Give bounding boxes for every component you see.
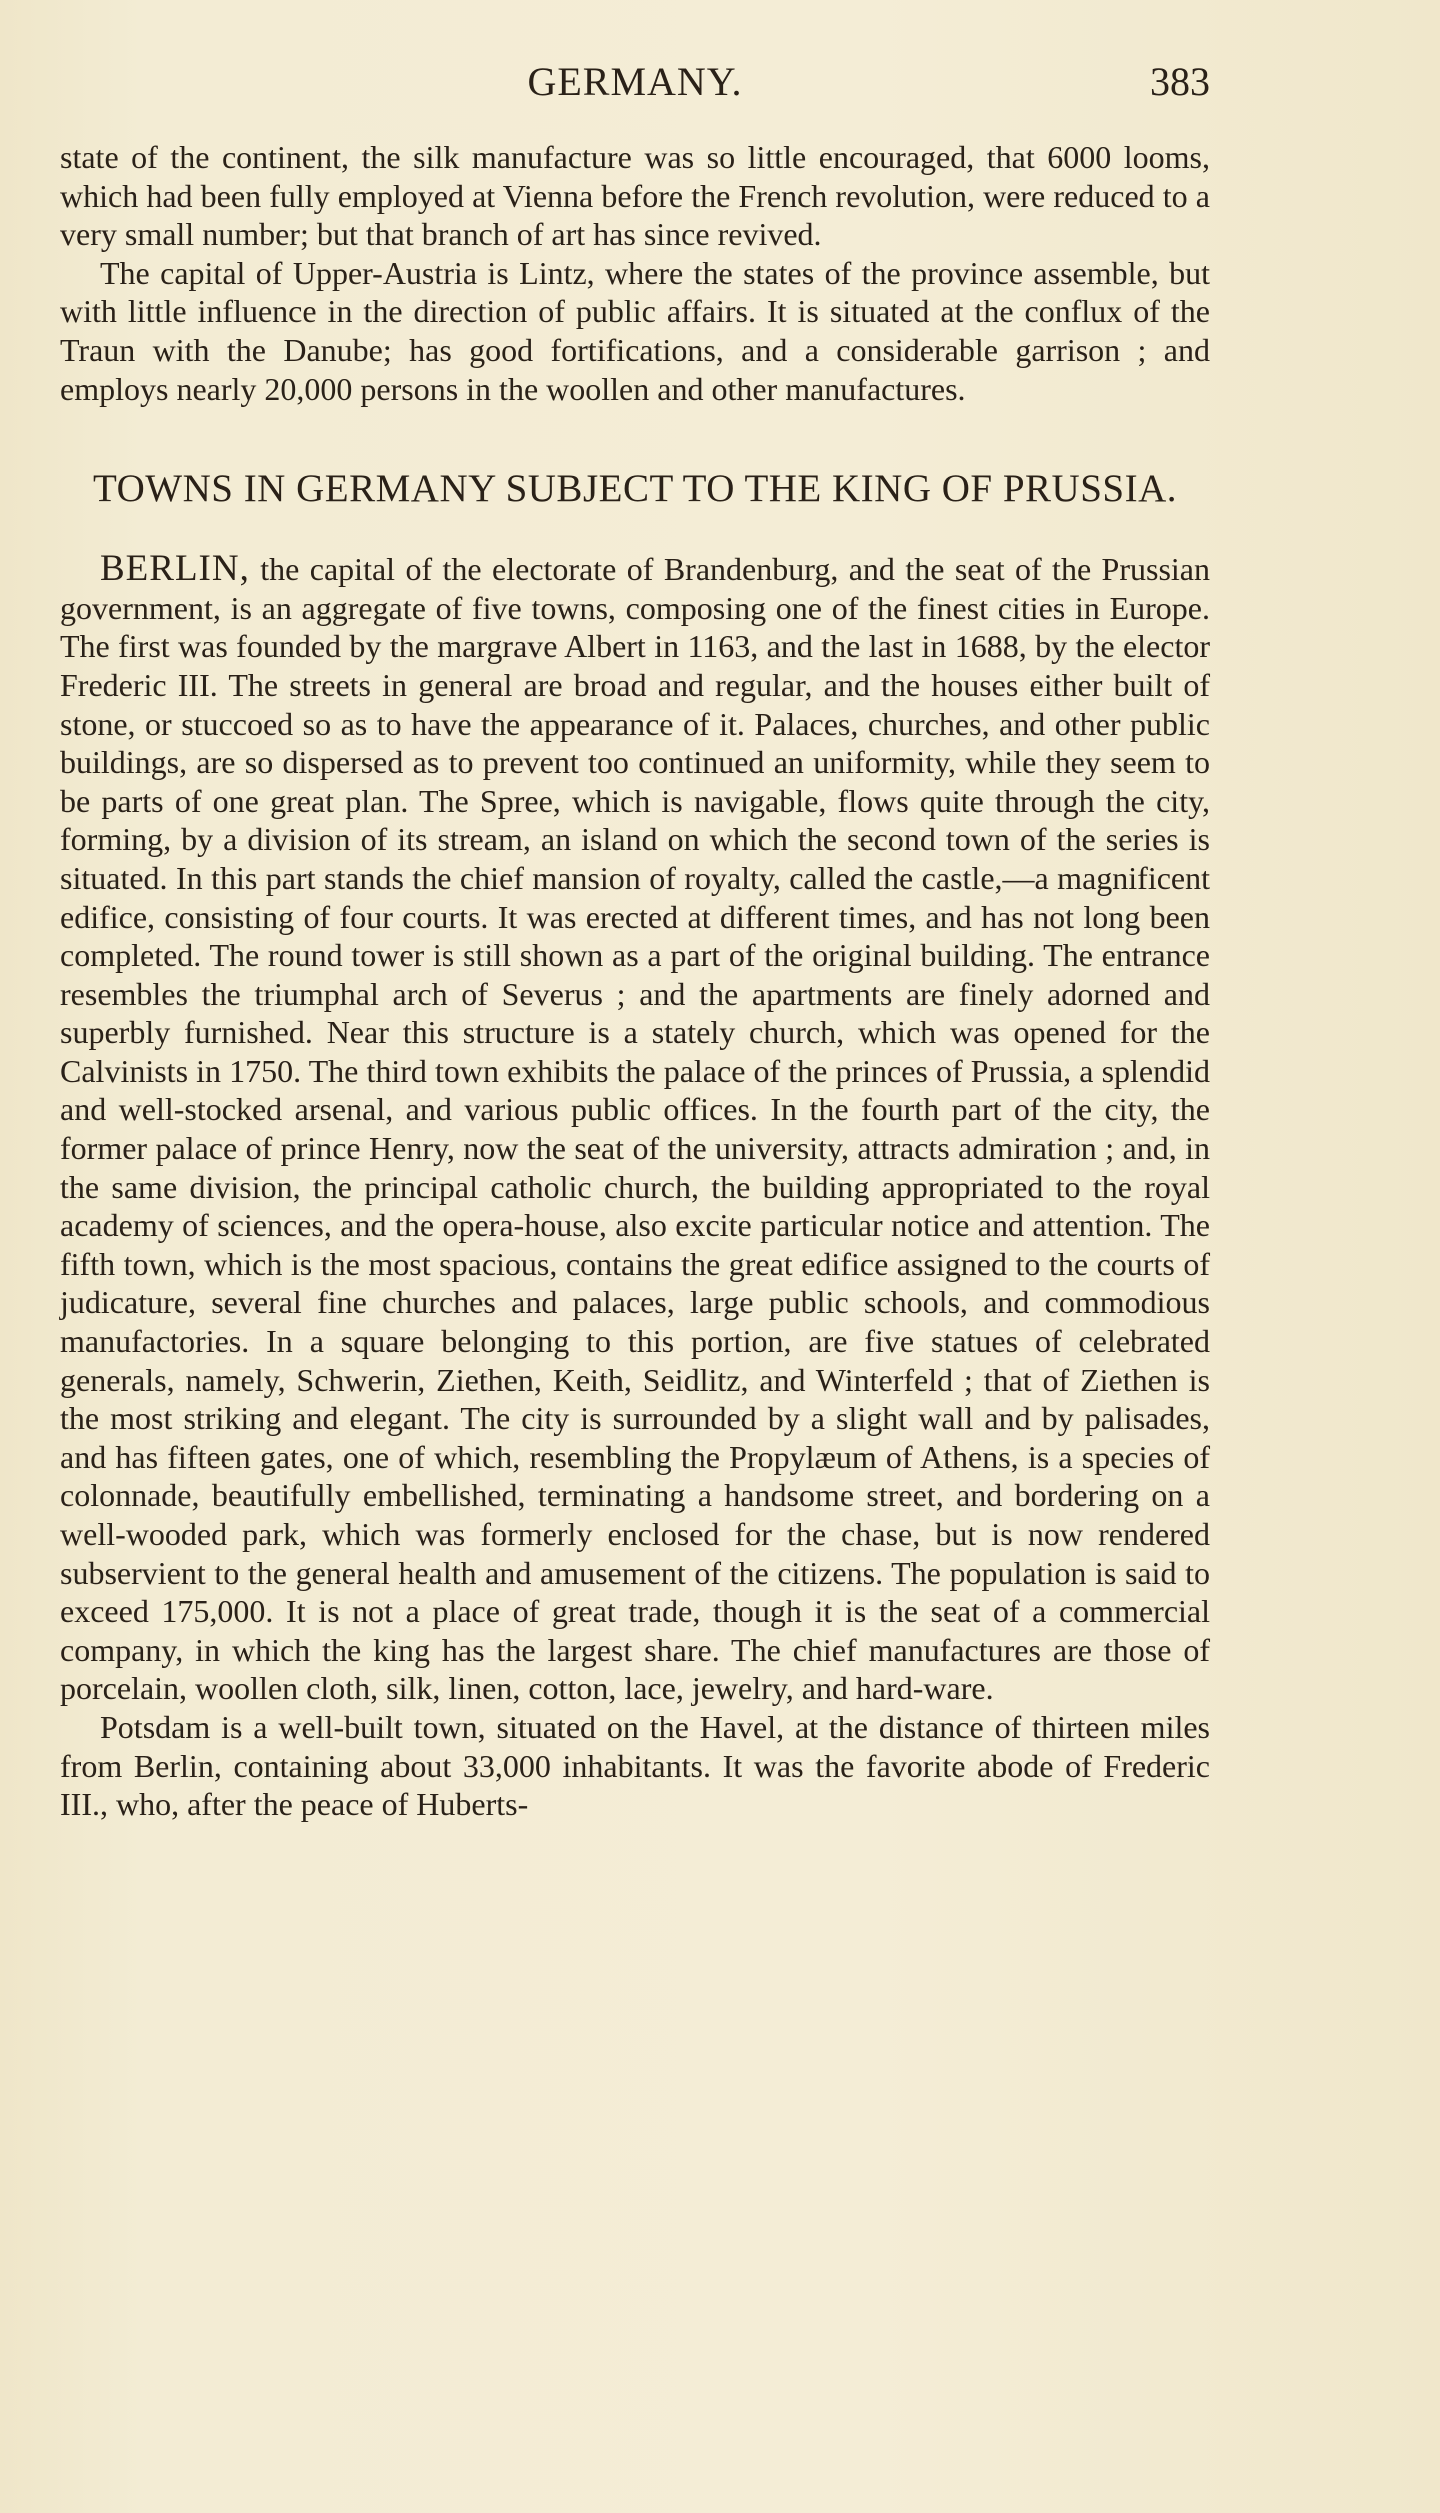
lead-word-berlin: BERLIN,	[100, 548, 250, 590]
paragraph-potsdam: Potsdam is a well-built town, situated on the Havel, at the distance of thirteen miles from Berlin, containing about 33,000 inhabitants. It was the favorite abode of Frederic III., who, after the peace of Huberts-	[60, 1708, 1210, 1823]
page-number: 383	[1150, 59, 1210, 104]
page-header	[60, 58, 1210, 108]
body-text	[60, 138, 1210, 1824]
paragraph-lintz: The capital of Upper-Austria is Lintz, where the states of the province assemble, but with little influence in the direction of public affairs. It is situated at the conflux of the Traun with the Danube; has good fortifications, and a considerable garrison ; and employs nearly 20,000 persons in the woollen and other manufactures.	[60, 254, 1210, 407]
berlin-text: the capital of the electorate of Brandenburg, and the seat of the Prussian government, is an aggregate of five towns, composing one of the finest cities in Europe. The first was founded by the margrave Albert in 1163, and the last in 1688, by the elector Frederic III. The streets in general are broad and regular, and the houses either built of stone, or stuccoed so as to have the appearance of it. Palaces, churches, and other public buildings, are so dispersed as to prevent too continued an uniformity, while they seem to be parts of one great plan. The Spree, which is navigable, flows quite through the city, forming, by a division of its stream, an island on which the second town of the series is situated. In this part stands the chief mansion of royalty, called the castle,—a magnificent edifice, consisting of four courts. It was erected at different times, and has not long been completed. The round tower is still shown as a part of the original building. The entrance resembles the triumphal arch of Severus ; and the apartments are finely adorned and superbly furnished. Near this structure is a stately church, which was opened for the Calvinists in 1750. The third town exhibits the palace of the princes of Prussia, a splendid and well-stocked arsenal, and various public offices. In the fourth part of the city, the former palace of prince Henry, now the seat of the university, attracts admiration ; and, in the same division, the principal catholic church, the building appropriated to the royal academy of sciences, and the opera-house, also excite particular notice and attention. The fifth town, which is the most spacious, contains the great edifice assigned to the courts of judicature, several fine churches and palaces, large public schools, and commodious manufactories. In a square belonging to this portion, are five statues of celebrated generals, namely, Schwerin, Ziethen, Keith, Seidlitz, and Winterfeld ; that of Ziethen is the most striking and elegant. The city is surrounded by a slight wall and by palisades, and has fifteen gates, one of which, resembling the Propylæum of Athens, is a species of colonnade, beautifully embellished, terminating a handsome street, and bordering on a well-wooded park, which was formerly enclosed for the chase, but is now rendered subservient to the general health and amusement of the citizens. The population is said to exceed 175,000. It is not a place of great trade, though it is the seat of a commercial company, in which the king has the largest share. The chief manufactures are those of porcelain, woollen cloth, silk, linen, cotton, lace, jewelry, and hard-ware.	[60, 551, 1210, 1707]
section-title: TOWNS IN GERMANY SUBJECT TO THE KING OF PRUSSIA.	[93, 467, 1177, 511]
running-title: GERMANY.	[527, 59, 743, 104]
paragraph-silk-manufacture: state of the continent, the silk manufacture was so little encouraged, that 6000 looms, which had been fully employed at Vienna before the French revolution, were reduced to a very small number; but that branch of art has since revived.	[60, 139, 1210, 253]
paragraph-berlin	[60, 550, 1210, 1708]
